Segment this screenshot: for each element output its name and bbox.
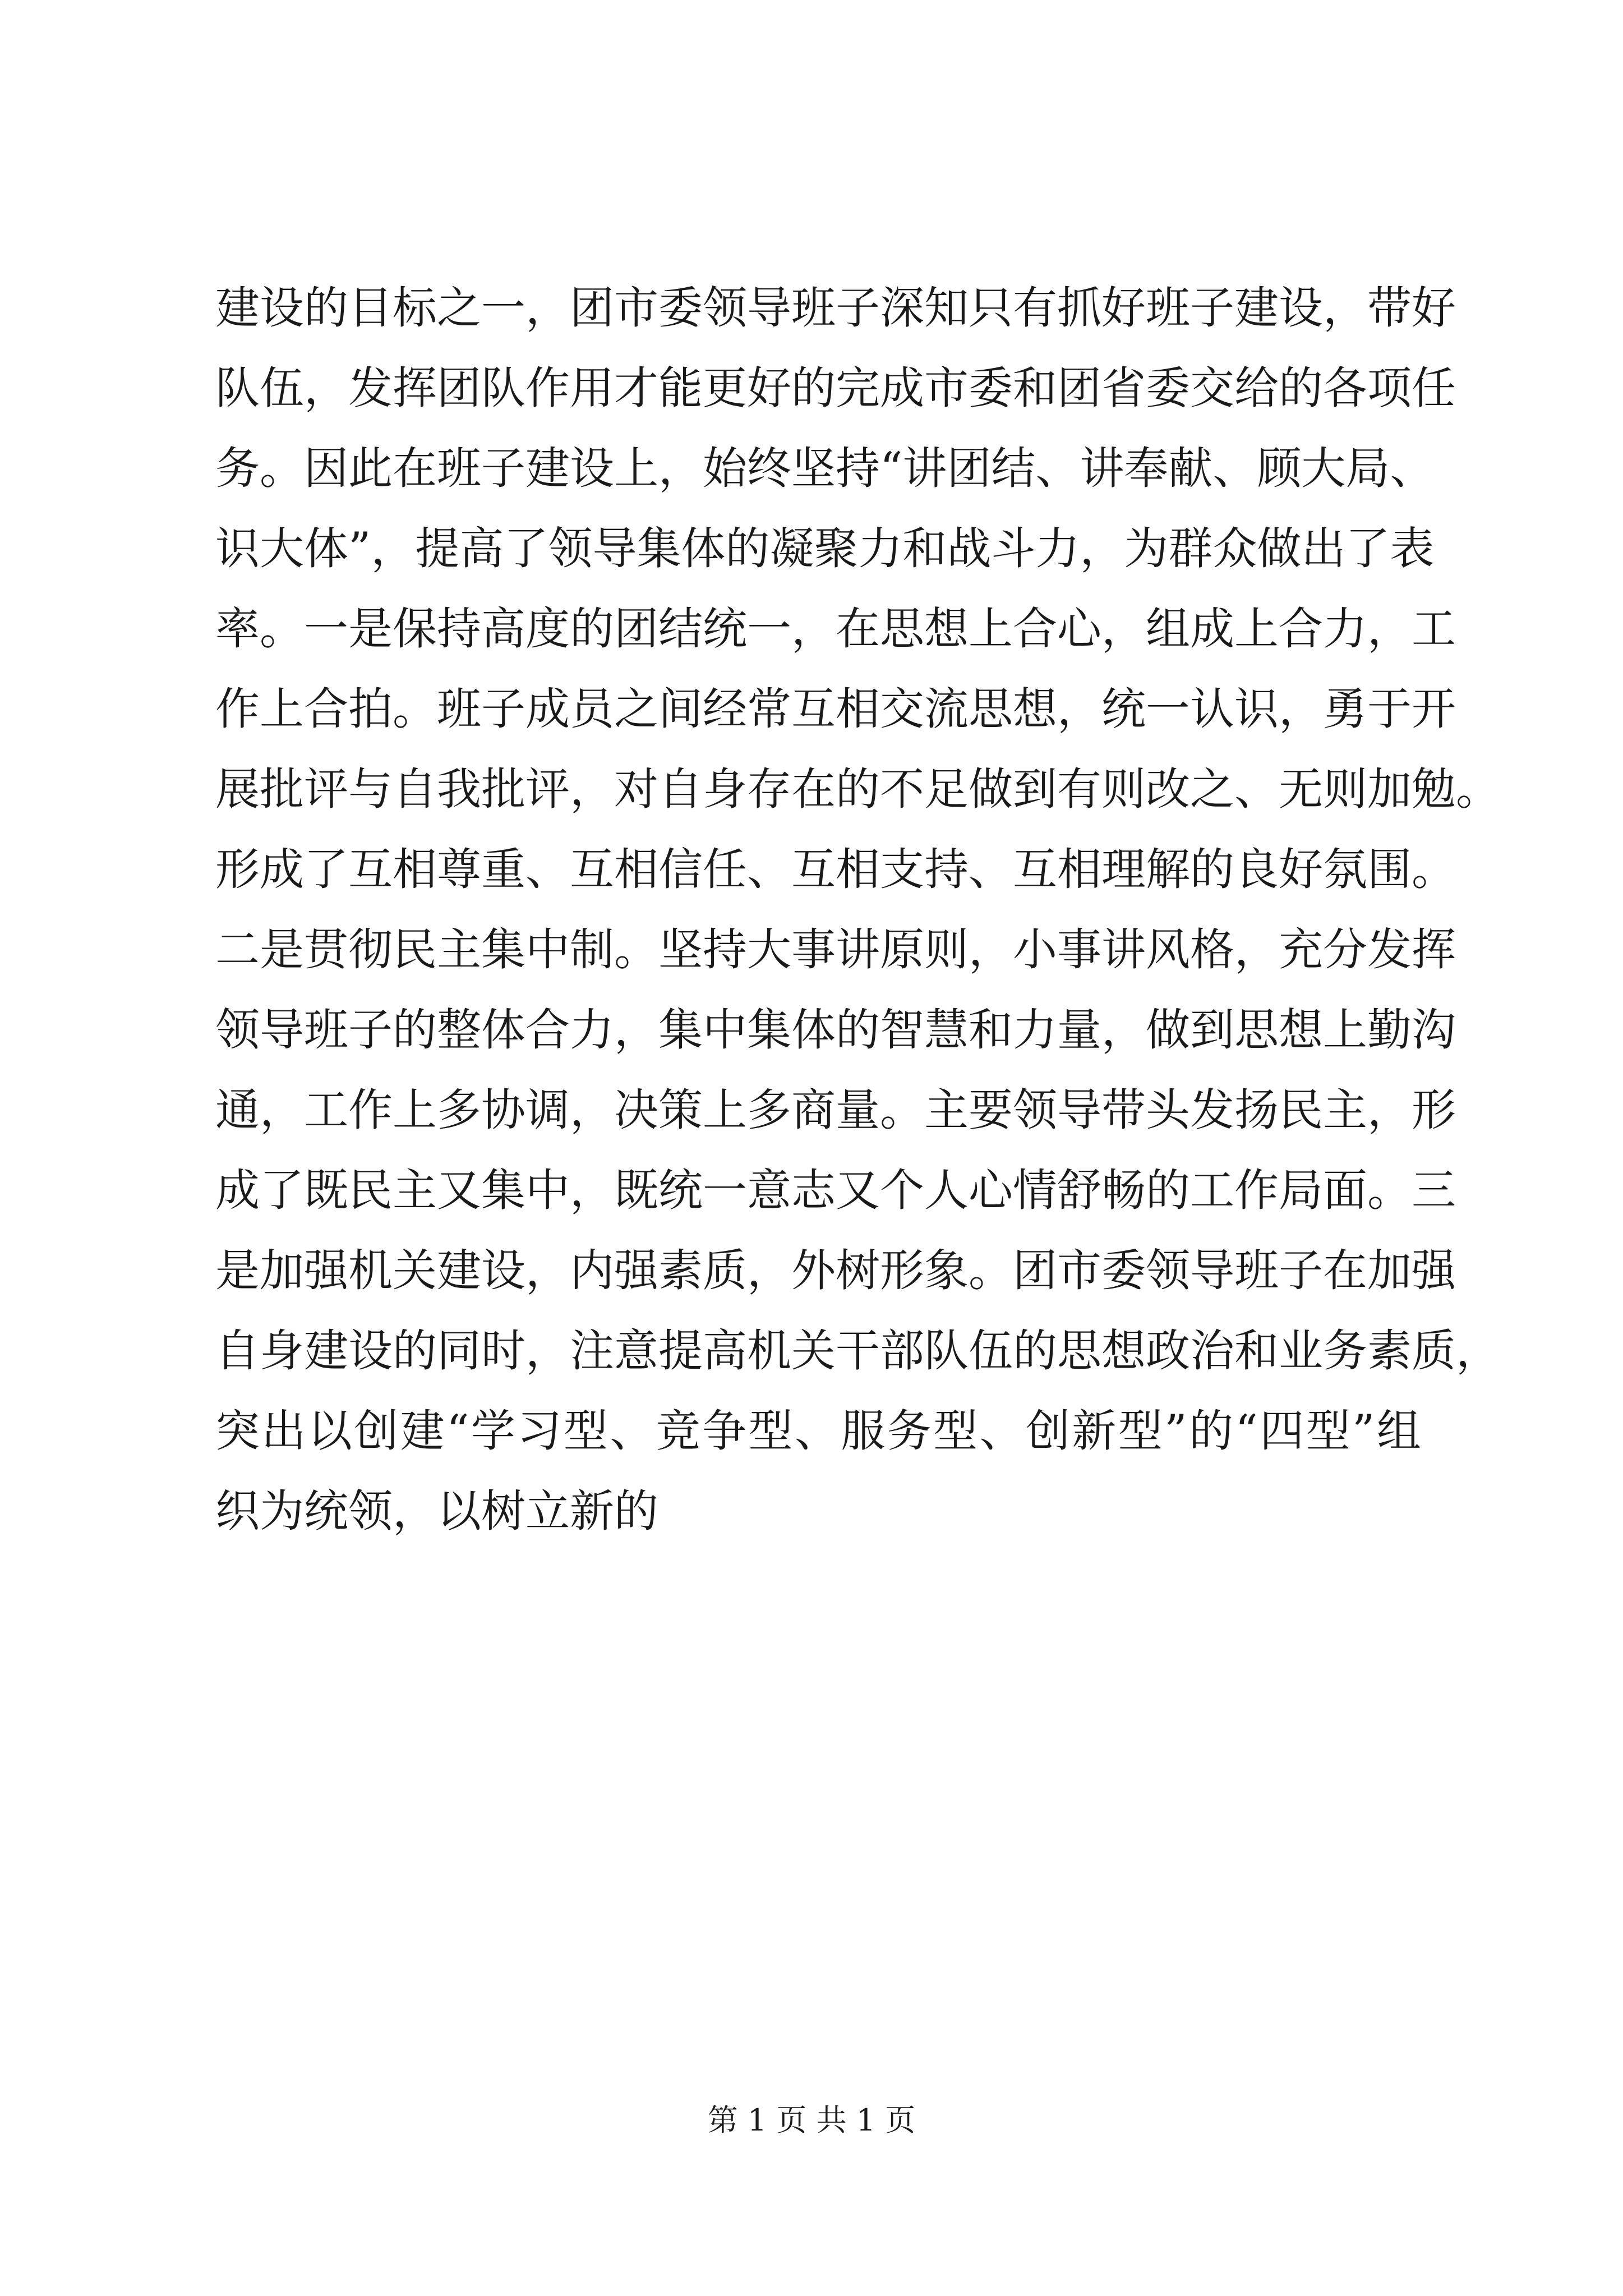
text-line-5: 率。一是保持高度的团结统一，在思想上合心，组成上合力，工 (215, 603, 1456, 655)
text-line-9: 二是贯彻民主集中制。坚持大事讲原则，小事讲风格，充分发挥 (215, 924, 1456, 976)
text-line-6: 作上合拍。班子成员之间经常互相交流思想，统一认识，勇于开 (215, 683, 1456, 735)
text-line-14: 自身建设的同时，注意提高机关干部队伍的思想政治和业务素质， (215, 1325, 1500, 1377)
page-footer: 第 1 页 共 1 页 (707, 2102, 916, 2138)
text-line-12: 成了既民主又集中，既统一意志又个人心情舒畅的工作局面。三 (215, 1165, 1456, 1216)
text-line-7: 展批评与自我批评，对自身存在的不足做到有则改之、无则加勉。 (215, 763, 1500, 815)
text-line-1: 建设的目标之一，团市委领导班子深知只有抓好班子建设，带好 (215, 282, 1456, 334)
text-line-10: 领导班子的整体合力，集中集体的智慧和力量，做到思想上勤沟 (215, 1004, 1456, 1056)
text-line-2: 队伍，发挥团队作用才能更好的完成市委和团省委交给的各项任 (215, 362, 1456, 414)
text-line-4: 识大体”，提高了领导集体的凝聚力和战斗力，为群众做出了表 (215, 523, 1435, 574)
text-line-11: 通，工作上多协调，决策上多商量。主要领导带头发扬民主，形 (215, 1084, 1456, 1136)
body-text (215, 268, 1500, 1552)
text-line-13: 是加强机关建设，内强素质，外树形象。团市委领导班子在加强 (215, 1245, 1456, 1296)
text-line-8: 形成了互相尊重、互相信任、互相支持、互相理解的良好氛围。 (215, 844, 1456, 895)
text-line-15: 突出以创建“学习型、竞争型、服务型、创新型”的“四型”组 (215, 1405, 1421, 1457)
text-line-16: 织为统领，以树立新的 (215, 1485, 658, 1537)
text-line-3: 务。因此在班子建设上，始终坚持“讲团结、讲奉献、顾大局、 (215, 443, 1435, 494)
